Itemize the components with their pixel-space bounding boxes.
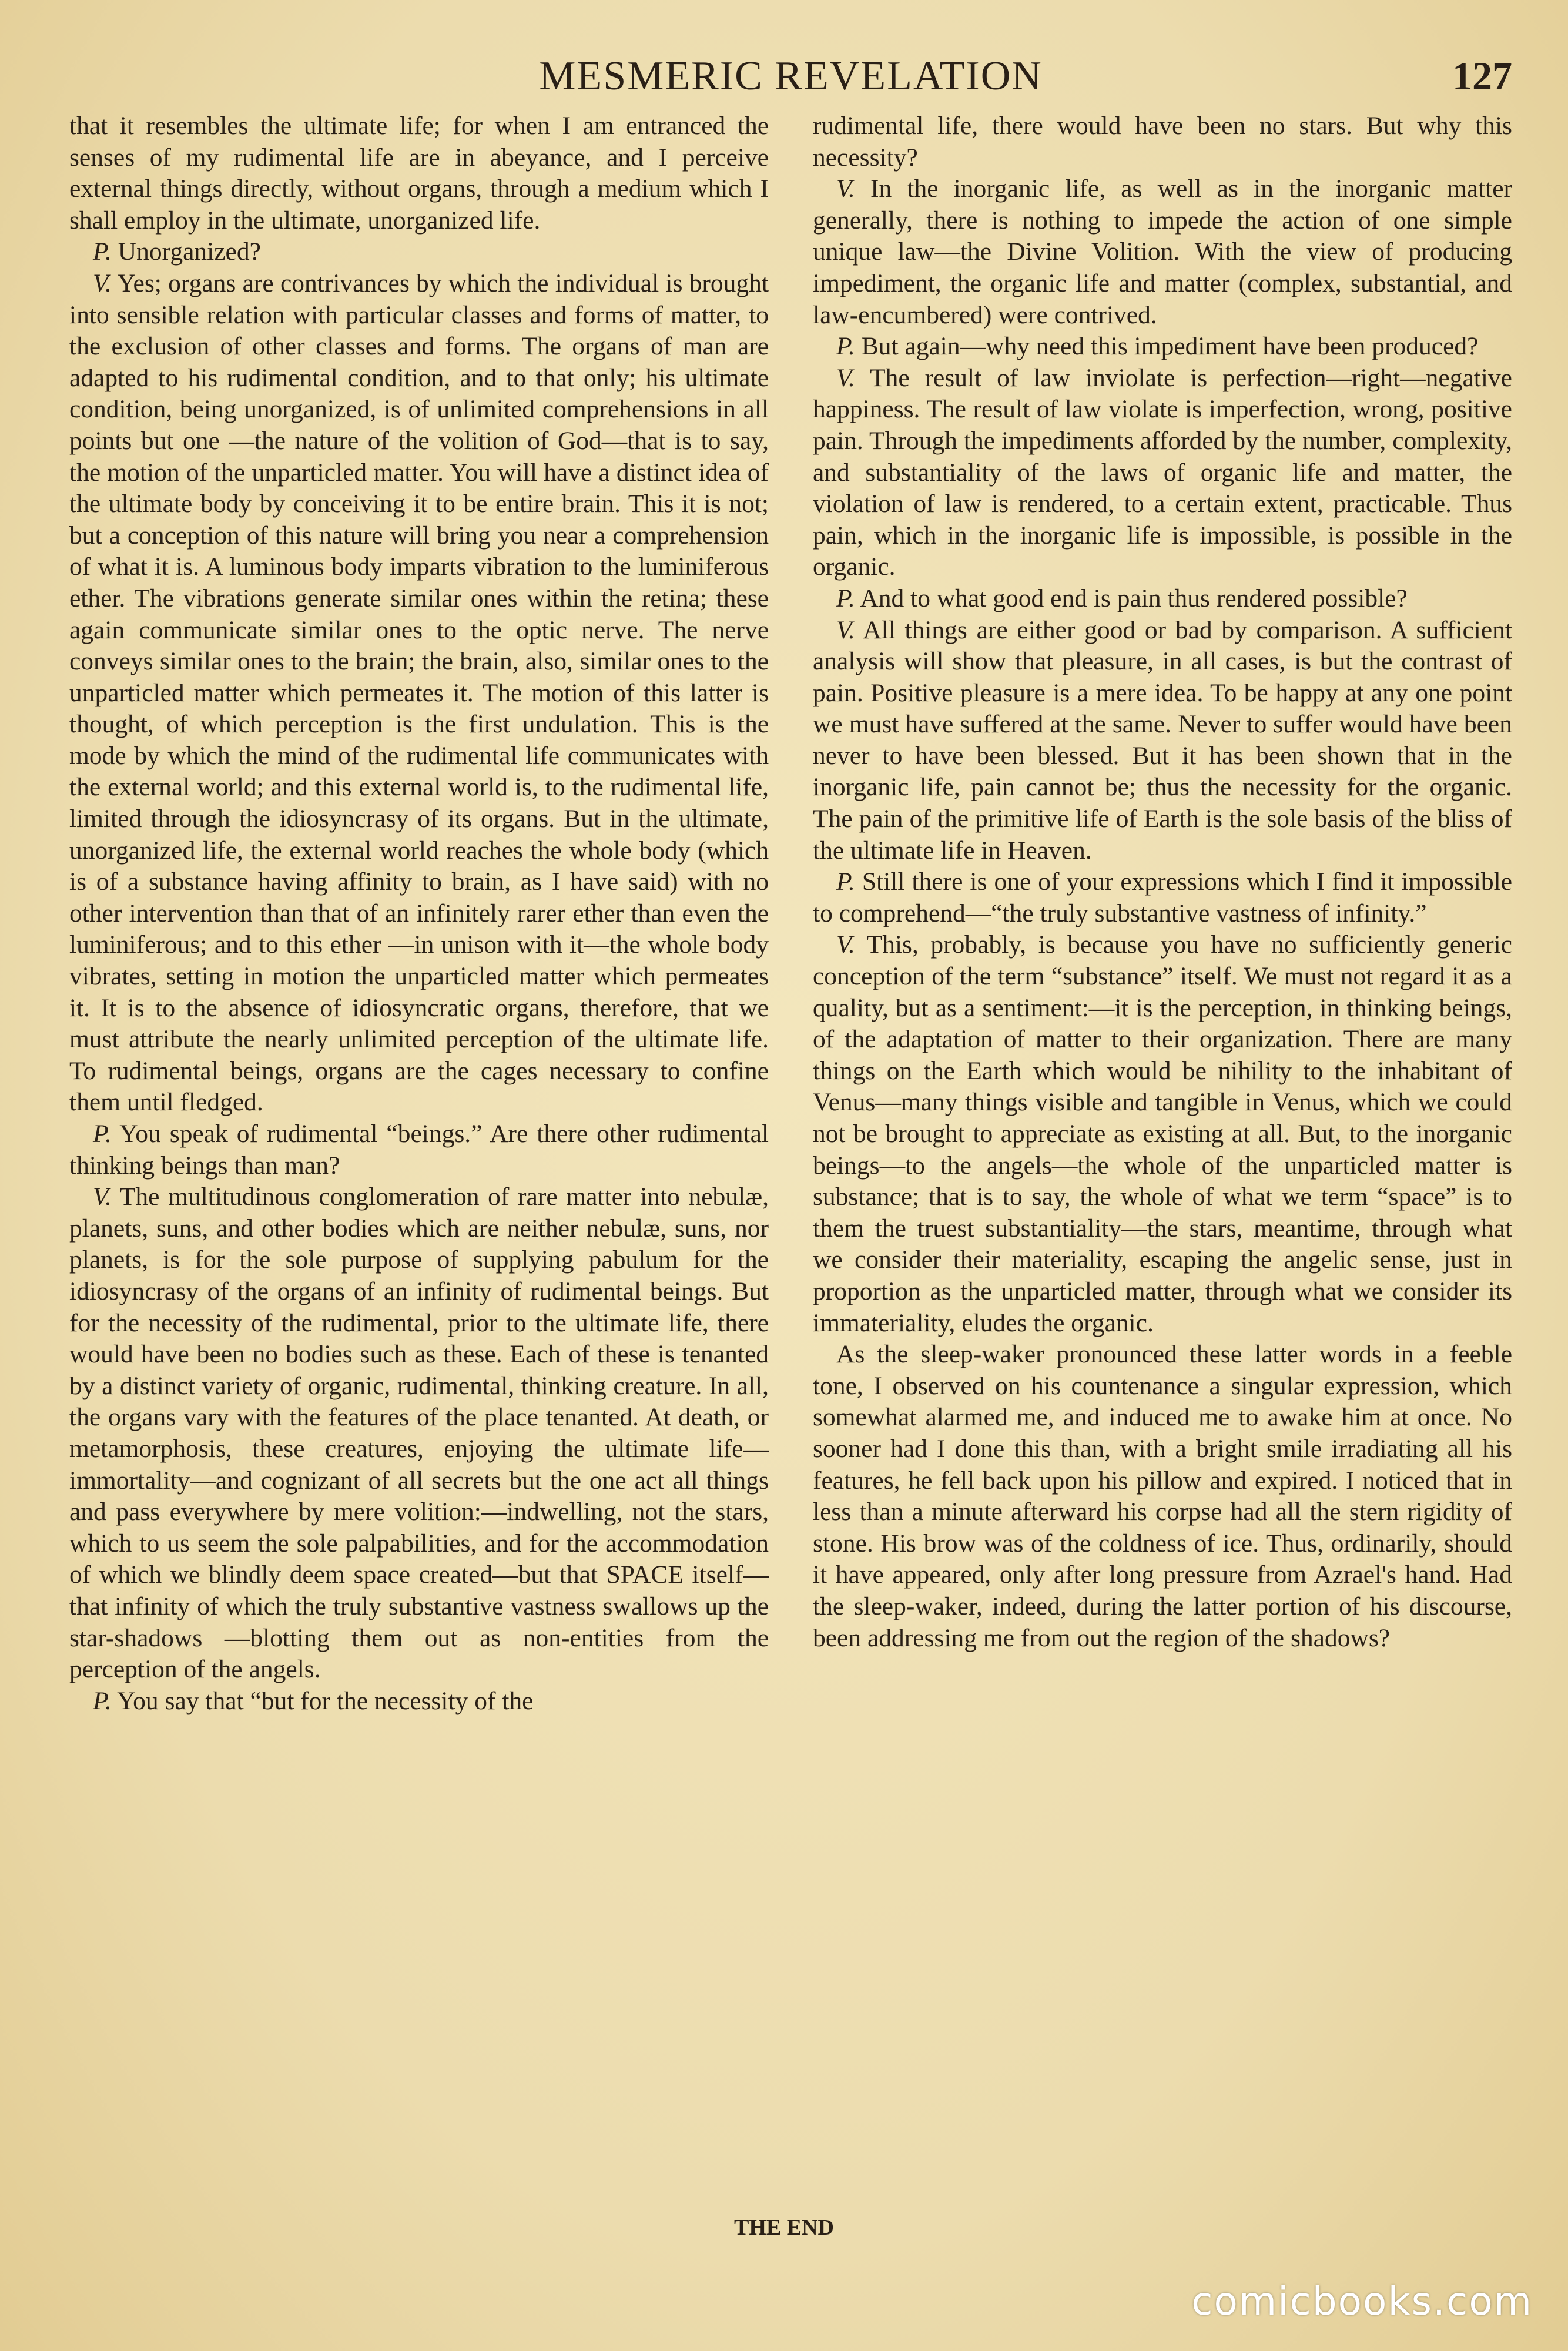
paragraph-text: Still there is one of your expressions which I find it impossible to comprehend—“the truly substantive vastness of infinity.” xyxy=(813,868,1512,927)
paragraph xyxy=(813,331,1512,363)
right-column xyxy=(813,110,1512,2179)
speaker-label: V. xyxy=(93,269,112,297)
speaker-label: P. xyxy=(836,584,855,612)
text-columns xyxy=(69,110,1512,2179)
speaker-label: P. xyxy=(93,1120,112,1148)
speaker-label: V. xyxy=(836,930,855,959)
paragraph xyxy=(813,929,1512,1339)
the-end-mark: THE END xyxy=(734,2215,834,2240)
speaker-label: V. xyxy=(93,1183,112,1211)
site-watermark: comicbooks.com xyxy=(1191,2279,1533,2324)
speaker-label: P. xyxy=(93,1686,112,1715)
page-header xyxy=(69,53,1512,106)
paragraph-text: This, probably, is because you have no sufficiently generic conception of the term “substance” itself. We must not regard it as a quality, but as a sentiment:—it is the perception, in thinking beings, of the adaptation of matter to their organization. There are many things on the Earth which would be nihility to the inhabitant of Venus—many things visible and tangible in Venus, which we could not be brought to appreciate as existing at all. But, to the inorganic beings—to the angels—the whole of the unparticled matter is substance; that is to say, the whole of what we term “space” is to them the truest substantiality—the stars, meantime, through what we consider their materiality, escaping the angelic sense, just in proportion as the unparticled matter, through what we consider its immateriality, eludes the organic. xyxy=(813,930,1512,1337)
paragraph xyxy=(813,583,1512,615)
paragraph xyxy=(69,1118,769,1181)
paragraph xyxy=(69,1181,769,1686)
paragraph-text: But again—why need this impediment have been produced? xyxy=(861,332,1479,361)
paragraph-text: All things are either good or bad by comparison. A sufficient analysis will show that pleasure, in all cases, is but the contrast of pain. Positive pleasure is a mere idea. To be happy at any one point we must have suffered at the same. Never to suffer would have been never to have been blessed. But it has been shown that in the inorganic life, pain cannot be; thus the necessity for the organic. The pain of the primitive life of Earth is the sole basis of the bliss of the ultimate life in Heaven. xyxy=(813,615,1512,865)
paragraph-text: Unorganized? xyxy=(118,237,261,266)
paragraph-text: As the sleep-waker pronounced these latter words in a feeble tone, I observed on his countenance a singular expression, which somewhat alarmed me, and induced me to awake him at once. No sooner had I done this than, with a bright smile irradiating all his features, he fell back upon his pillow and expired. I noticed that in less than a minute afterward his corpse had all the stern rigidity of stone. His brow was of the coldness of ice. Thus, ordinarily, should it have appeared, only after long pressure from Azrael's hand. Had the sleep-waker, indeed, during the latter portion of his discourse, been addressing me from out the region of the shadows? xyxy=(813,1340,1512,1652)
page-number: 127 xyxy=(1452,53,1512,98)
paragraph xyxy=(813,363,1512,583)
speaker-label: V. xyxy=(836,615,855,644)
paragraph xyxy=(69,268,769,1118)
speaker-label: V. xyxy=(836,175,855,203)
paragraph xyxy=(69,236,769,268)
left-column xyxy=(69,110,769,2179)
paragraph-text: Yes; organs are contrivances by which the individual is brought into sensible relation with particular classes and forms of matter, to the exclusion of other classes and forms. The organs of man are adapted to his rudimental condition, and to that only; his ultimate condition, being unorganized, is of unlimited comprehensions in all points but one —the nature of the volition of God—that is to say, the motion of the unparticled matter. You will have a distinct idea of the ultimate body by conceiving it to be entire brain. This it is not; but a conception of this nature will bring you near a comprehension of what it is. A luminous body imparts vibration to the luminiferous ether. The vibrations generate similar ones within the retina; these again communicate similar ones to the optic nerve. The nerve conveys similar ones to the brain; the brain, also, similar ones to the unparticled matter which permeates it. The motion of this latter is thought, of which perception is the first undulation. This is the mode by which the mind of the rudimental life communicates with the external world; and this external world is, to the rudimental life, limited through the idiosyncrasy of its organs. But in the ultimate, unorganized life, the external world reaches the whole body (which is of a substance having affinity to brain, as I have said) with no other intervention than that of an infinitely rarer ether than even the luminiferous; and to this ether —in unison with it—the whole body vibrates, setting in motion the unparticled matter which permeates it. It is to the absence of idiosyncratic organs, therefore, that we must attribute the nearly unlimited perception of the ultimate life. To rudimental beings, organs are the cages necessary to confine them until fledged. xyxy=(69,269,769,1117)
paragraph-text: And to what good end is pain thus rendered possible? xyxy=(860,584,1408,612)
paragraph xyxy=(69,1686,769,1717)
paragraph-text: In the inorganic life, as well as in the inorganic matter generally, there is nothing to impede the action of one simple unique law—the Divine Volition. With the view of producing impediment, the organic life and matter (complex, substantial, and law-encumbered) were contrived. xyxy=(813,175,1512,329)
speaker-label: V. xyxy=(836,363,855,392)
paragraph-text: that it resembles the ultimate life; for when I am entranced the senses of my rudimental life are in abeyance, and I perceive external things directly, without organs, through a medium which I shall employ in the ultimate, unorganized life. xyxy=(69,112,769,235)
speaker-label: P. xyxy=(93,237,112,266)
paragraph xyxy=(813,110,1512,173)
paragraph xyxy=(813,866,1512,929)
paragraph-text: You say that “but for the necessity of the xyxy=(117,1686,534,1715)
paragraph xyxy=(813,173,1512,331)
paragraph xyxy=(813,615,1512,867)
paragraph-text: The result of law inviolate is perfection—right—negative happiness. The result of law violate is imperfection, wrong, positive pain. Through the impediments afforded by the number, complexity, and substantiality of the laws of organic life and matter, the violation of law is rendered, to a certain extent, practicable. Thus pain, which in the inorganic life is impossible, is possible in the organic. xyxy=(813,363,1512,581)
speaker-label: P. xyxy=(836,868,855,896)
paragraph-text: You speak of rudimental “beings.” Are there other rudimental thinking beings than man? xyxy=(69,1120,769,1180)
paragraph xyxy=(813,1339,1512,1654)
speaker-label: P. xyxy=(836,332,855,361)
paragraph-text: The multitudinous conglomeration of rare matter into nebulæ, planets, suns, and other bodies which are neither nebulæ, suns, nor planets, is for the sole purpose of supplying pabulum for the idiosyncrasy of the organs of an infinity of rudimental beings. But for the necessity of the rudimental, prior to the ultimate life, there would have been no bodies such as these. Each of these is tenanted by a distinct variety of organic, rudimental, thinking creature. In all, the organs vary with the features of the place tenanted. At death, or metamorphosis, these creatures, enjoying the ultimate life—immortality—and cognizant of all secrets but the one act all things and pass everywhere by mere volition:—indwelling, not the stars, which to us seem the sole palpabilities, and for the accommodation of which we blindly deem space created—but that SPACE itself—that infinity of which the truly substantive vastness swallows up the star-shadows —blotting them out as non-entities from the perception of the angels. xyxy=(69,1183,769,1684)
paragraph xyxy=(69,110,769,236)
paragraph-text: rudimental life, there would have been no stars. But why this necessity? xyxy=(813,112,1512,172)
running-title: MESMERIC REVELATION xyxy=(539,53,1043,99)
